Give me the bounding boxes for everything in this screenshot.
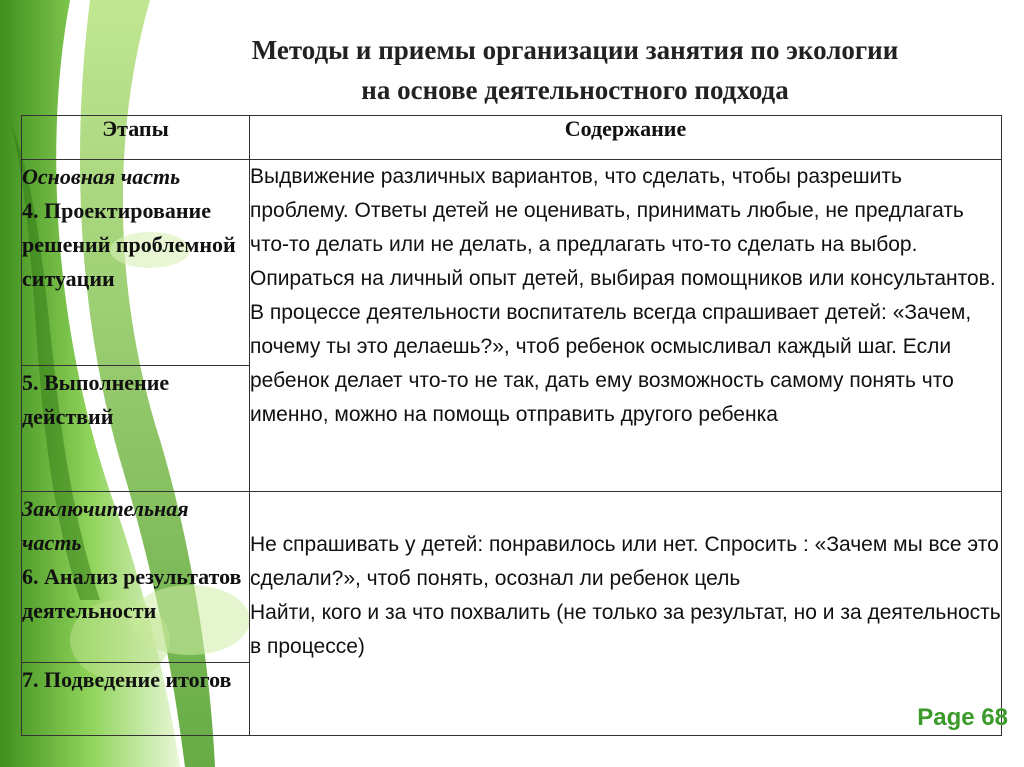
content-paragraph: Найти, кого и за что похвалить (не только за результат, но и за деятельность в процессе) xyxy=(250,601,1001,658)
table-row xyxy=(22,492,1002,663)
stage-step-label: 4. Проектирование решений проблемной ситуации xyxy=(22,198,236,291)
title-line-1: Методы и приемы организации занятия по экологии xyxy=(251,35,899,65)
header-content: Содержание xyxy=(250,116,1002,160)
stage-cell-main-part xyxy=(22,160,250,366)
stage-cell-final-part xyxy=(22,492,250,663)
stage-section-label: Основная часть xyxy=(22,164,181,189)
header-stages: Этапы xyxy=(22,116,250,160)
content-paragraph: Не спрашивать у детей: понравилось или нет. Спросить : «Зачем мы все это сделали?», чтоб понять, осознал ли ребенок цель xyxy=(250,533,999,590)
methods-table xyxy=(21,115,1002,736)
stage-section-label: Заключительная часть xyxy=(22,496,189,555)
stage-step-label: 7. Подведение итогов xyxy=(22,667,232,692)
stage-cell-execution xyxy=(22,366,250,492)
table-row xyxy=(22,160,1002,366)
title-line-2: на основе деятельностного подхода xyxy=(361,75,789,105)
stage-step-label: 6. Анализ результатов деятельности xyxy=(22,564,242,623)
content-cell-final-part xyxy=(250,492,1002,736)
content-cell-main-part: Выдвижение различных вариантов, что сделать, чтобы разрешить проблему. Ответы детей не оценивать, принимать любые, не предлагать что-то делать или не делать, а предлагать что-то сделать на выбор. Опираться на личный опыт детей, выбирая помощников или консультантов. В процессе деятельности воспитатель всегда спрашивает детей: «Зачем, почему ты это делаешь?», чтоб ребенок осмысливал каждый шаг. Если ребенок делает что-то не так, дать ему возможность самому понять что именно, можно на помощь отправить другого ребенка xyxy=(250,160,1002,492)
stage-step-label: 5. Выполнение действий xyxy=(22,370,170,429)
page-number: Page 68 xyxy=(917,704,1008,731)
page-title xyxy=(150,30,1000,110)
stage-cell-summary xyxy=(22,663,250,736)
table-header-row xyxy=(22,116,1002,160)
